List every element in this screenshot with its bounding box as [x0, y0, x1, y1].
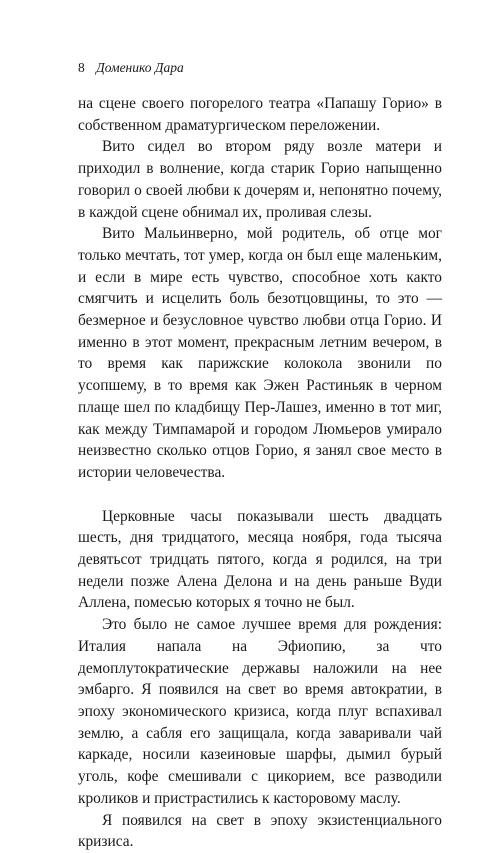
paragraph: Церковные часы показывали шесть двадцать шесть, дня тридцатого, месяца ноября, года тысяча девятьсот тридцать пятого, когда я родился, на три недели позже Алена Делона и на день раньше Вуди Аллена, помесью которых я точно не был. [78, 507, 442, 612]
running-head [78, 60, 184, 76]
author-name: Доменико Дара [96, 60, 184, 75]
paragraph: Это было не самое лучшее время для рождения: Италия напала на Эфиопию, за что демоплутократические державы наложили на нее эмбарго. Я появился на свет во время автократии, в эпоху экономического кризиса, когда плуг вспахивал землю, а сабля его защищала, когда заваривали чай каркаде, носили казеиновые шарфы, дымил бурый уголь, кофе смешивали с цикорием, все разводили кроликов и пристрастились к касторовому маслу. [78, 616, 442, 807]
paragraph: Вито Мальинверно, мой родитель, об отце мог только мечтать, тот умер, когда он был еще маленьким, и если в мире есть чувство, способное хоть както смягчить и исцелить боль безотцовщины, то это — безмерное и безусловное чувство любви отца Горио. И именно в этот момент, прекрасным летним вечером, в то время как парижские колокола звонили по усопшему, в то время как Эжен Растиньяк в черном плаще шел по кладбищу Пер-Лашез, именно в тот миг, как между Тимпамарой и городом Люмьеров умирало неизвестно сколько отцов Горио, я занял свое место в истории человечества. [78, 225, 442, 481]
paragraph: Вито сидел во втором ряду возле матери и приходил в волнение, когда старик Горио напыщенно говорил о своей любви к дочерям и, непонятно почему, в каждой сцене обнимал их, проливая слезы. [78, 138, 442, 221]
paragraph: на сцене своего погорелого театра «Папашу Горио» в собственном драматургическом переложении. [78, 95, 442, 134]
paragraph: Я появился на свет в эпоху экзистенциального кризиса. [78, 811, 442, 851]
text-body [78, 93, 442, 853]
page-number: 8 [78, 60, 85, 75]
